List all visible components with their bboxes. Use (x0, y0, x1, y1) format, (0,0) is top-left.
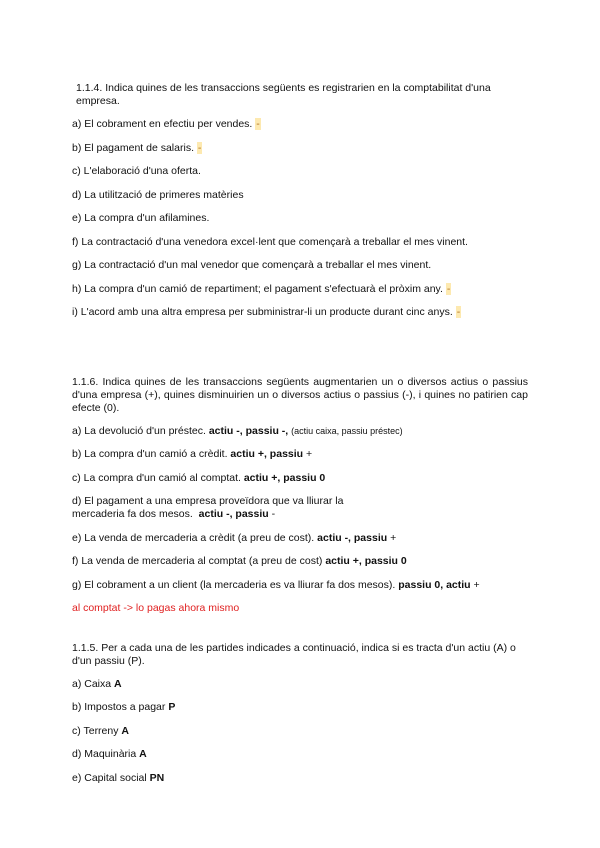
section-2-item-e: e) La venda de mercaderia a crèdit (a preu de cost). actiu -, passiu + (72, 531, 397, 544)
section-3-heading: 1.1.5. Per a cada una de les partides indicades a continuació, indica si es tracta d'un actiu (A) o d'un passiu (P). (72, 641, 516, 667)
section-3-item-b: b) Impostos a pagar P (72, 701, 176, 713)
document-page (72, 82, 528, 795)
section-1-item-h: h) La compra d'un camió de repartiment; el pagament s'efectuarà el pròxim any. - (72, 282, 451, 295)
section-3-item-a: a) Caixa A (72, 677, 122, 690)
section-1-item-b: b) El pagament de salaris. - (72, 141, 202, 154)
section-2-item-a: a) La devolució d'un préstec. actiu -, passiu -, (actiu caixa, passiu préstec) (72, 424, 403, 437)
section-2-item-b: b) La compra d'un camió a crèdit. actiu +, passiu + (72, 448, 313, 460)
section-1-heading: 1.1.4. Indica quines de les transaccions següents es registrarien en la comptabilitat d'una empresa. (76, 82, 491, 107)
section-2-item-d: d) El pagament a una empresa proveïdora que va lliurar la mercaderia fa dos mesos. actiu -, passiu - (72, 495, 344, 520)
section-2-item-c: c) La compra d'un camió al comptat. actiu +, passiu 0 (72, 471, 326, 484)
section-1-item-e: e) La compra d'un afilamines. (72, 212, 210, 224)
section-1-item-c: c) L'elaboració d'una oferta. (72, 165, 201, 177)
section-2-note: al comptat -> lo pagas ahora mismo (72, 602, 240, 614)
highlight-mark: - (197, 141, 202, 154)
section-1-item-a: a) El cobrament en efectiu per vendes. - (72, 118, 260, 130)
section-1-item-g: g) La contractació d'un mal venedor que començarà a treballar el mes vinent. (72, 259, 432, 271)
section-3-item-d: d) Maquinària A (72, 748, 147, 760)
highlight-mark: - (456, 306, 461, 318)
section-1-item-d: d) La utilització de primeres matèries (72, 188, 244, 201)
highlight-mark: - (446, 282, 451, 295)
section-3-item-c: c) Terreny A (72, 724, 130, 737)
highlight-mark: - (256, 118, 260, 130)
section-3-item-e: e) Capital social PN (72, 771, 165, 784)
section-2-heading: 1.1.6. Indica quines de les transaccions següents augmentarien un o diversos actius o passius d'una empresa (+), quines disminuirien un o diversos actius o passius (-), i quines no patirien cap efecte (0). (72, 375, 528, 414)
section-1-item-i: i) L'acord amb una altra empresa per subministrar-li un producte durant cinc anys. - (72, 306, 461, 318)
section-2-item-g: g) El cobrament a un client (la mercaderia es va lliurar fa dos mesos). passiu 0, actiu + (72, 578, 480, 591)
section-1-item-f: f) La contractació d'una venedora excel·lent que començarà a treballar el mes vinent. (72, 235, 468, 248)
section-2-item-f: f) La venda de mercaderia al comptat (a preu de cost) actiu +, passiu 0 (72, 555, 407, 567)
